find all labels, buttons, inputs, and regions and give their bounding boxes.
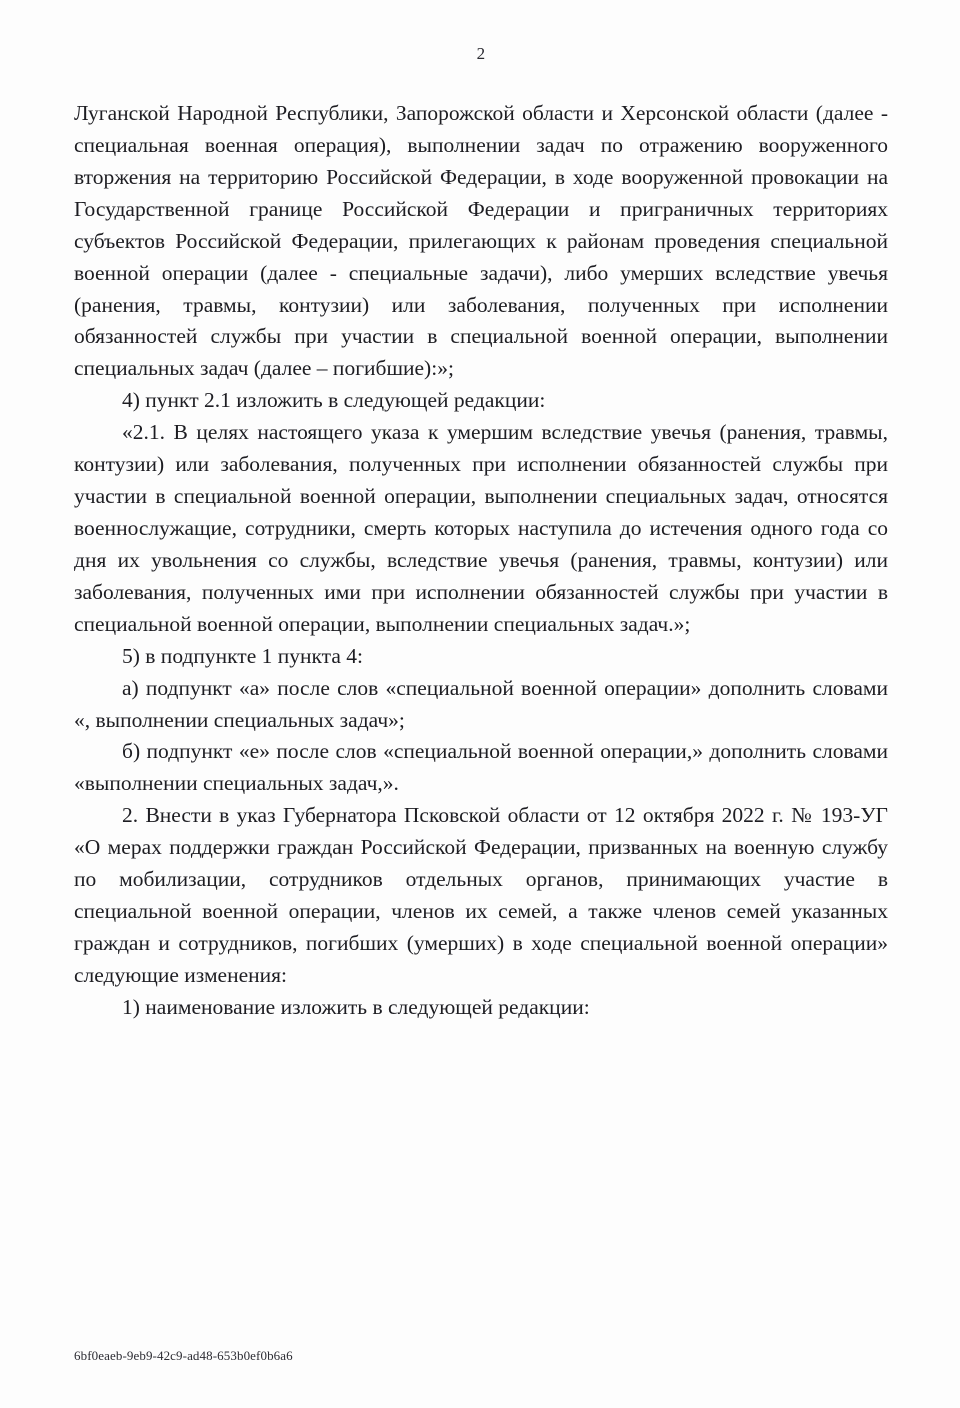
paragraph-8: 1) наименование изложить в следующей редакции: [122,994,590,1019]
paragraph-6: б) подпункт «е» после слов «специальной военной операции,» дополнить словами «выполнении специальных задач,». [74,739,888,796]
paragraph-4: 5) в подпункте 1 пункта 4: [122,643,363,668]
document-footer-id: 6bf0eaeb-9eb9-42c9-ad48-653b0ef0b6a6 [74,1348,293,1363]
paragraph-1: Луганской Народной Республики, Запорожской области и Херсонской области (далее - специальная военная операция), выполнении задач по отражению вооруженного вторжения на территорию Российской Федерации, в ходе вооруженной провокации на Государственной границе Российской Федерации и приграничных территориях субъектов Российской Федерации, прилегающих к районам проведения специальной военной операции (далее - специальные задачи), либо умерших вследствие увечья (ранения, травмы, контузии) или заболевания, полученных при исполнении обязанностей службы при участии в специальной военной операции, выполнении специальных задач (далее – погибшие):»; [74,101,888,381]
document-body [74,98,888,1024]
paragraph-2: 4) пункт 2.1 изложить в следующей редакции: [122,388,546,413]
page-number: 2 [476,44,486,63]
paragraph-7: 2. Внести в указ Губернатора Псковской области от 12 октября 2022 г. № 193-УГ «О мерах поддержки граждан Российской Федерации, призванных на военную службу по мобилизации, сотрудников отдельных органов, принимающих участие в специальной военной операции, членов их семей, а также членов семей указанных граждан и сотрудников, погибших (умерших) в ходе специальной военной операции» следующие изменения: [74,803,888,987]
paragraph-3: «2.1. В целях настоящего указа к умершим вследствие увечья (ранения, травмы, контузии) или заболевания, полученных при исполнении обязанностей службы при участии в специальной военной операции, выполнении специальных задач, относятся военнослужащие, сотрудники, смерть которых наступила до истечения одного года со дня их увольнения со службы, вследствие увечья (ранения, травмы, контузии) или заболевания, полученных ими при исполнении обязанностей службы при участии в специальной военной операции, выполнении специальных задач.»; [74,420,888,636]
paragraph-5: а) подпункт «а» после слов «специальной военной операции» дополнить словами «, выполнении специальных задач»; [74,675,888,732]
